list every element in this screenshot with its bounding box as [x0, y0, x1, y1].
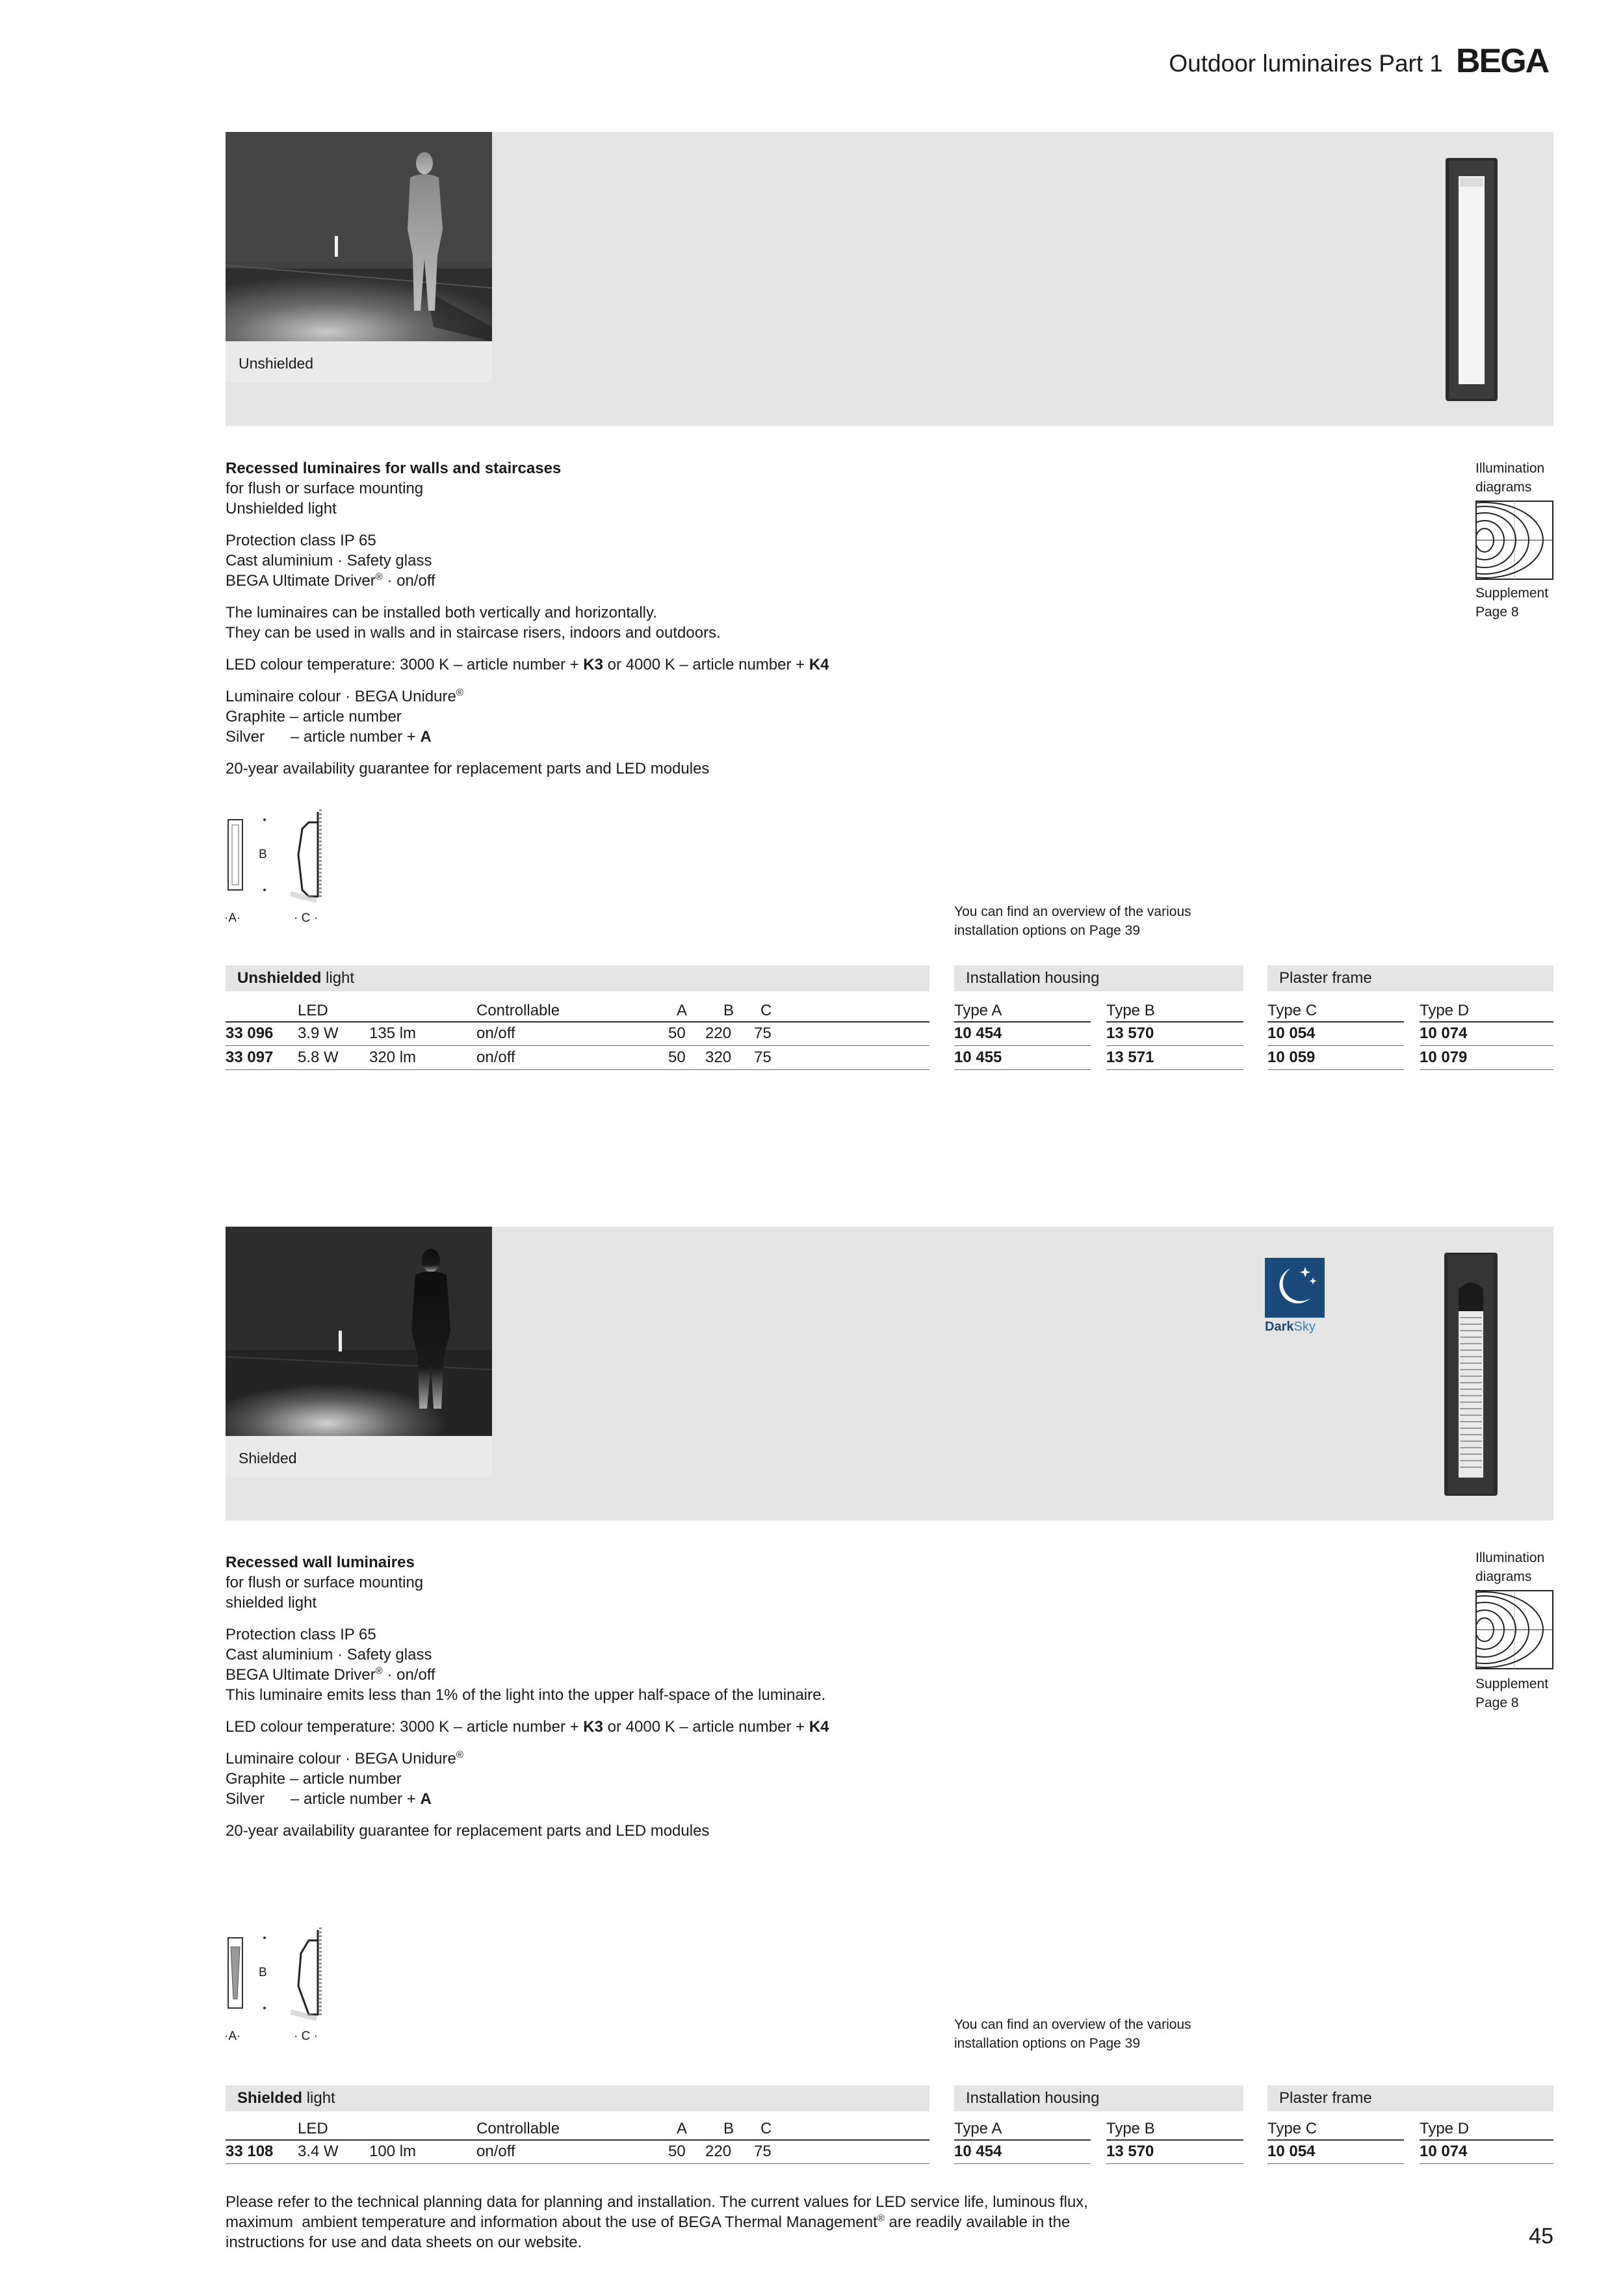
col-led: LED: [298, 1002, 328, 1019]
col-c: C: [760, 1002, 772, 1019]
product1-install-2: They can be used in walls and in staircase risers, indoors and outdoors.: [226, 624, 721, 642]
col-controllable: Controllable: [476, 2120, 560, 2137]
darksky-label: DarkSky: [1265, 1320, 1316, 1334]
product2-dim-c: · C ·: [294, 2029, 318, 2043]
product1-title: Recessed luminaires for walls and staircases: [226, 460, 562, 477]
col-b: B: [723, 2120, 734, 2137]
product2-luminaire-image: [1444, 1253, 1498, 1496]
col-type-a: Type A: [954, 1002, 1002, 1019]
product1-frame-header: Plaster frame: [1267, 965, 1553, 991]
section-title: Outdoor luminaires Part 1: [1169, 50, 1443, 77]
product1-material: Cast aluminium · Safety glass: [226, 552, 432, 569]
product1-illum-label: Illumination diagrams: [1475, 461, 1545, 495]
illumination-diagram-icon[interactable]: [1475, 1590, 1553, 1669]
product1-colour-title: Luminaire colour · BEGA Unidure®: [226, 687, 463, 705]
product1-dimension-drawing: [226, 809, 336, 926]
product2-light-type: shielded light: [226, 1594, 317, 1611]
col-type-d: Type D: [1420, 1002, 1470, 1019]
product1-light-type: Unshielded light: [226, 500, 337, 517]
illumination-diagram-icon[interactable]: [1475, 501, 1553, 580]
table-row-article: 33 108: [226, 2143, 274, 2160]
product1-housing-header: Installation housing: [954, 965, 1243, 991]
product1-protection: Protection class IP 65: [226, 532, 376, 549]
product1-dim-a: ·A·: [224, 911, 241, 925]
product2-table-header: Shielded light: [226, 2085, 929, 2111]
product2-dimension-drawing: [226, 1927, 336, 2044]
product1-led-colour: LED colour temperature: 3000 K – article number + K3 or 4000 K – article number + K4: [226, 656, 829, 673]
product1-dim-b: B: [259, 848, 267, 861]
product2-overview-note: You can find an overview of the various installation options on Page 39: [954, 2017, 1191, 2051]
col-b: B: [723, 1002, 734, 1019]
product1-description: [226, 458, 1201, 790]
product2-mounting: for flush or surface mounting: [226, 1574, 424, 1591]
col-type-b: Type B: [1106, 2120, 1155, 2137]
product2-supplement: Supplement Page 8: [1475, 1676, 1549, 1710]
product2-description: [226, 1552, 1201, 1853]
table-row-article: 33 097: [226, 1049, 274, 1066]
product2-silver: Silver – article number + A: [226, 1790, 432, 1808]
col-type-c: Type C: [1267, 2120, 1318, 2137]
product2-led-colour: LED colour temperature: 3000 K – article number + K3 or 4000 K – article number + K4: [226, 1718, 829, 1736]
product1-photo-caption: Unshielded: [239, 355, 314, 372]
col-type-b: Type B: [1106, 1002, 1155, 1019]
product1-photo: [226, 132, 492, 341]
product1-guarantee: 20-year availability guarantee for replacement parts and LED modules: [226, 760, 710, 777]
footer-note: Please refer to the technical planning data for planning and installation. The current values for LED service life, luminous flux, maximum ambient temperature and information about the use of BEGA Thermal Management® are readily available in the instructions for use and data sheets on our website.: [226, 2193, 1088, 2251]
product2-dim-a: ·A·: [224, 2029, 241, 2043]
product2-colour-title: Luminaire colour · BEGA Unidure®: [226, 1749, 463, 1768]
product2-frame-header: Plaster frame: [1267, 2085, 1553, 2111]
product1-driver: BEGA Ultimate Driver® · on/off: [226, 571, 435, 590]
col-controllable: Controllable: [476, 1002, 560, 1019]
product2-emits: This luminaire emits less than 1% of the light into the upper half-space of the luminaire.: [226, 1686, 826, 1704]
divider: [226, 1021, 929, 1023]
product2-title: Recessed wall luminaires: [226, 1554, 415, 1571]
product2-protection: Protection class IP 65: [226, 1626, 376, 1643]
col-type-d: Type D: [1420, 2120, 1470, 2137]
product1-dim-c: · C ·: [294, 911, 318, 925]
darksky-badge: [1265, 1258, 1325, 1336]
product2-graphite: Graphite – article number: [226, 1770, 402, 1788]
col-type-a: Type A: [954, 2120, 1002, 2137]
product1-graphite: Graphite – article number: [226, 708, 402, 725]
product2-photo: [226, 1227, 492, 1436]
page-number: 45: [1529, 2224, 1553, 2249]
col-a: A: [677, 2120, 688, 2137]
product1-silver: Silver – article number + A: [226, 728, 432, 746]
product1-luminaire-image: [1446, 158, 1498, 401]
col-c: C: [760, 2120, 772, 2137]
table-row-article: 33 096: [226, 1024, 274, 1042]
product2-dim-b: B: [259, 1966, 267, 1979]
registered-mark: ®: [375, 571, 383, 582]
product2-illum-label: Illumination diagrams: [1475, 1550, 1545, 1584]
col-a: A: [677, 1002, 688, 1019]
col-led: LED: [298, 2120, 328, 2137]
moon-stars-icon: [1265, 1258, 1325, 1318]
product1-table-header: Unshielded light: [226, 965, 929, 991]
product2-driver: BEGA Ultimate Driver® · on/off: [226, 1665, 435, 1684]
product1-install-1: The luminaires can be installed both vertically and horizontally.: [226, 604, 657, 621]
product2-photo-caption: Shielded: [239, 1450, 297, 1467]
product1-mounting: for flush or surface mounting: [226, 480, 424, 497]
product1-overview-note: You can find an overview of the various installation options on Page 39: [954, 904, 1191, 938]
product1-supplement: Supplement Page 8: [1475, 586, 1549, 620]
brand-logo: BEGA: [1456, 42, 1549, 80]
product2-housing-header: Installation housing: [954, 2085, 1243, 2111]
col-type-c: Type C: [1267, 1002, 1318, 1019]
product2-material: Cast aluminium · Safety glass: [226, 1646, 432, 1663]
product2-guarantee: 20-year availability guarantee for replacement parts and LED modules: [226, 1822, 710, 1840]
